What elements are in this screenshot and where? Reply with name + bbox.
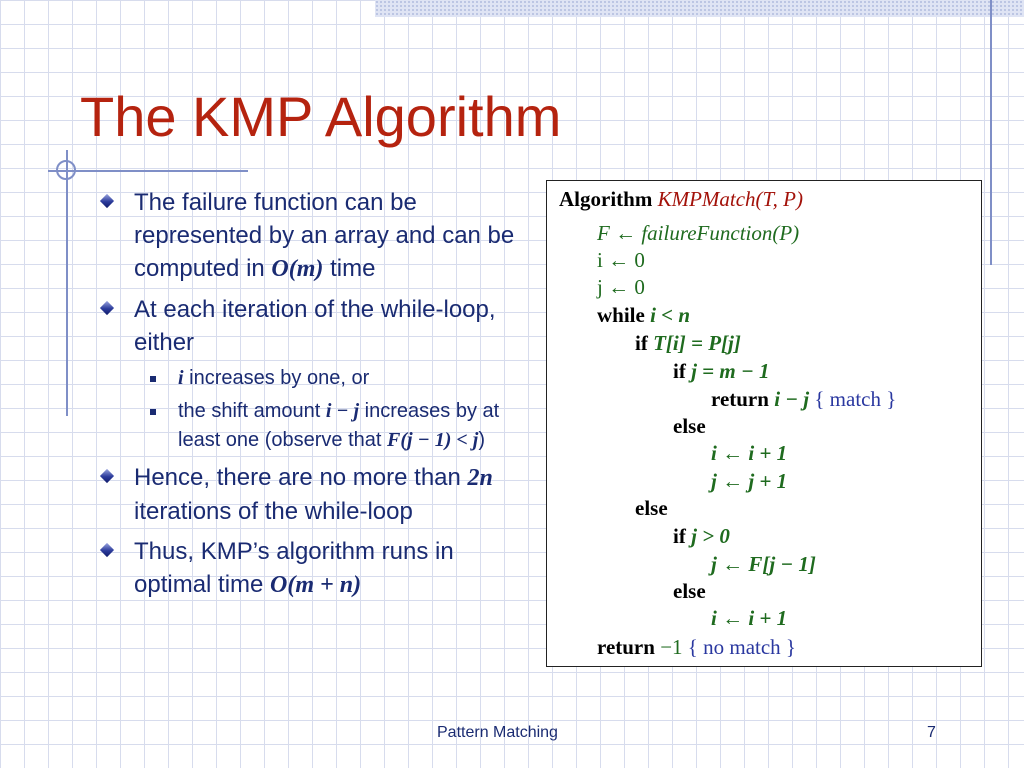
diamond-bullet-icon — [100, 469, 114, 483]
algo-line-while: while i < n — [597, 303, 691, 327]
algo-line-return-match: return i − j { match } — [711, 387, 897, 411]
algo-line-shift-j: j ← F[j − 1] — [711, 552, 816, 576]
algo-line-init-j: j ← 0 — [597, 275, 645, 299]
algo-line-else-1: else — [673, 414, 706, 438]
left-vertical-rule — [66, 150, 68, 416]
algo-line-increment-i: i ← i + 1 — [711, 441, 788, 465]
bullet-iteration: At each iteration of the while-loop, either — [96, 293, 526, 359]
bullet-no-more-than-2n: Hence, there are no more than 2n iterations of the while-loop — [96, 461, 526, 528]
algo-line-if-match: if T[i] = P[j] — [635, 331, 741, 355]
slide-title: The KMP Algorithm — [80, 85, 562, 148]
algo-line-if-end: if j = m − 1 — [673, 359, 770, 383]
decorative-circle — [56, 160, 76, 180]
algo-line-else-3: else — [673, 579, 706, 603]
algo-line-return-no-match: return −1 { no match } — [597, 635, 797, 659]
top-decorative-band — [375, 0, 1024, 17]
bullet-failure-function: The failure function can be represented by an array and can be computed in O(m) time — [96, 186, 526, 286]
page-number: 7 — [927, 724, 936, 741]
subbullet-i-increases: i increases by one, or — [96, 364, 526, 393]
algo-line-else-2: else — [635, 496, 668, 520]
title-underline-rule — [48, 170, 248, 172]
square-bullet-icon — [150, 409, 156, 415]
algorithm-box — [546, 180, 982, 667]
math-o-m: O(m) — [271, 256, 324, 282]
bullet-optimal-time: Thus, KMP’s algorithm runs in optimal time O(m + n) — [96, 535, 526, 602]
algo-line-increment-i-2: i ← i + 1 — [711, 606, 788, 630]
diamond-bullet-icon — [100, 543, 114, 557]
diamond-bullet-icon — [100, 194, 114, 208]
right-vertical-rule — [990, 0, 992, 265]
algo-line-increment-j: j ← j + 1 — [711, 469, 788, 493]
square-bullet-icon — [150, 376, 156, 382]
algo-line-if-j-positive: if j > 0 — [673, 524, 730, 548]
algo-line-init-i: i ← 0 — [597, 248, 645, 272]
algo-line-failure-function: F ← failureFunction(P) — [597, 221, 800, 245]
bullet-list — [96, 186, 526, 609]
algorithm-header: Algorithm KMPMatch(T, P) — [559, 187, 803, 211]
footer-title: Pattern Matching — [437, 724, 558, 741]
diamond-bullet-icon — [100, 301, 114, 315]
subbullet-shift-amount: the shift amount i − j increases by at least one (observe that F(j − 1) < j) — [96, 397, 526, 455]
